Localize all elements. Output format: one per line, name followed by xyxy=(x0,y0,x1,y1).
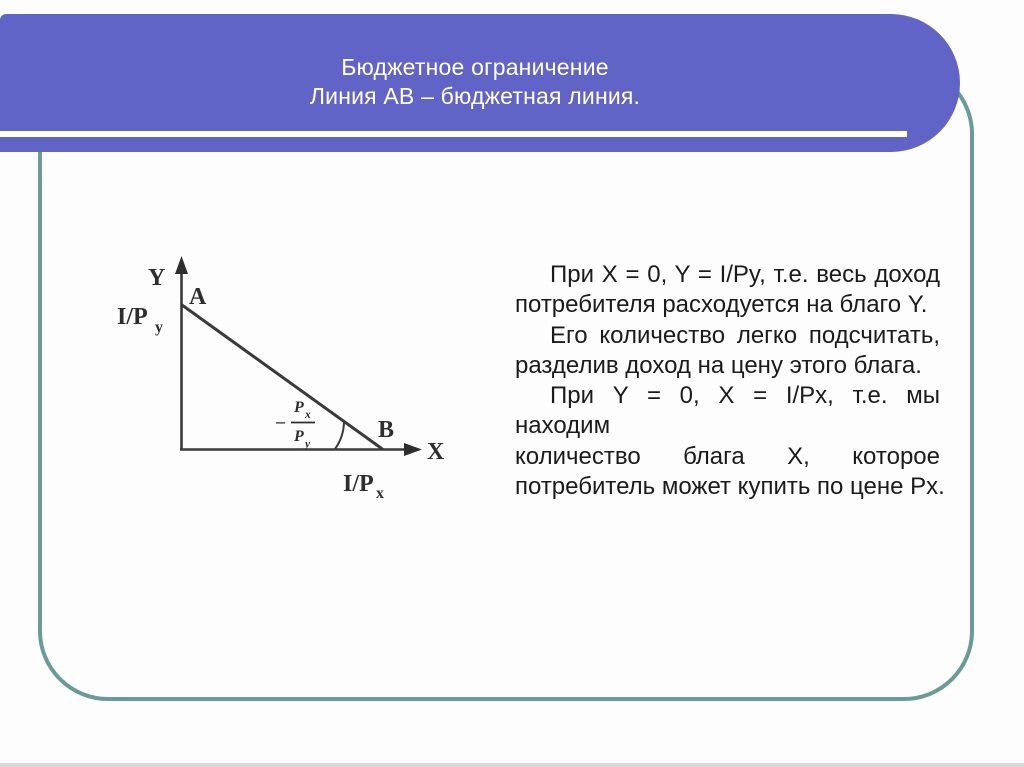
body-line: При Y = 0, X = I/Px, т.е. мы находим xyxy=(515,382,940,440)
body-text-block xyxy=(515,260,945,502)
header-banner xyxy=(0,14,960,152)
point-a-label: A xyxy=(189,284,207,310)
body-line: потребителя расходуется на благо Y. xyxy=(515,291,928,319)
slope-denominator: P xyxy=(294,428,304,445)
x-intercept-label: I/P xyxy=(343,471,374,497)
slope-numerator: P xyxy=(294,399,304,416)
slide-bottom-edge xyxy=(0,763,1024,767)
slope-denominator-subscript: y xyxy=(305,438,311,451)
body-line: Его количество легко подсчитать, xyxy=(550,321,940,349)
y-axis-arrow-icon xyxy=(175,256,188,274)
body-line: При X = 0, Y = I/Py, т.е. весь доход xyxy=(550,261,940,288)
header-divider-line xyxy=(0,131,907,137)
y-intercept-label: I/P xyxy=(117,304,148,330)
body-line: разделив доход на цену этого блага. xyxy=(515,351,922,379)
body-line: количество блага X, которое xyxy=(515,442,940,470)
slide-title-line2: Линия АВ – бюджетная линия. xyxy=(309,83,641,109)
slide-title-line1: Бюджетное ограничение xyxy=(341,54,609,80)
y-intercept-subscript: y xyxy=(155,319,163,336)
budget-line-diagram xyxy=(110,250,455,505)
body-line: потребитель может купить по цене Px. xyxy=(515,473,945,501)
slope-numerator-subscript: x xyxy=(305,409,311,421)
x-axis-label: X xyxy=(427,439,445,465)
y-axis-label: Y xyxy=(148,265,166,291)
slope-minus-sign: – xyxy=(276,411,285,431)
slide-title xyxy=(0,53,950,111)
angle-arc xyxy=(335,422,344,450)
x-axis-arrow-icon xyxy=(404,443,422,456)
x-intercept-subscript: x xyxy=(376,485,384,502)
point-b-label: B xyxy=(378,417,395,443)
